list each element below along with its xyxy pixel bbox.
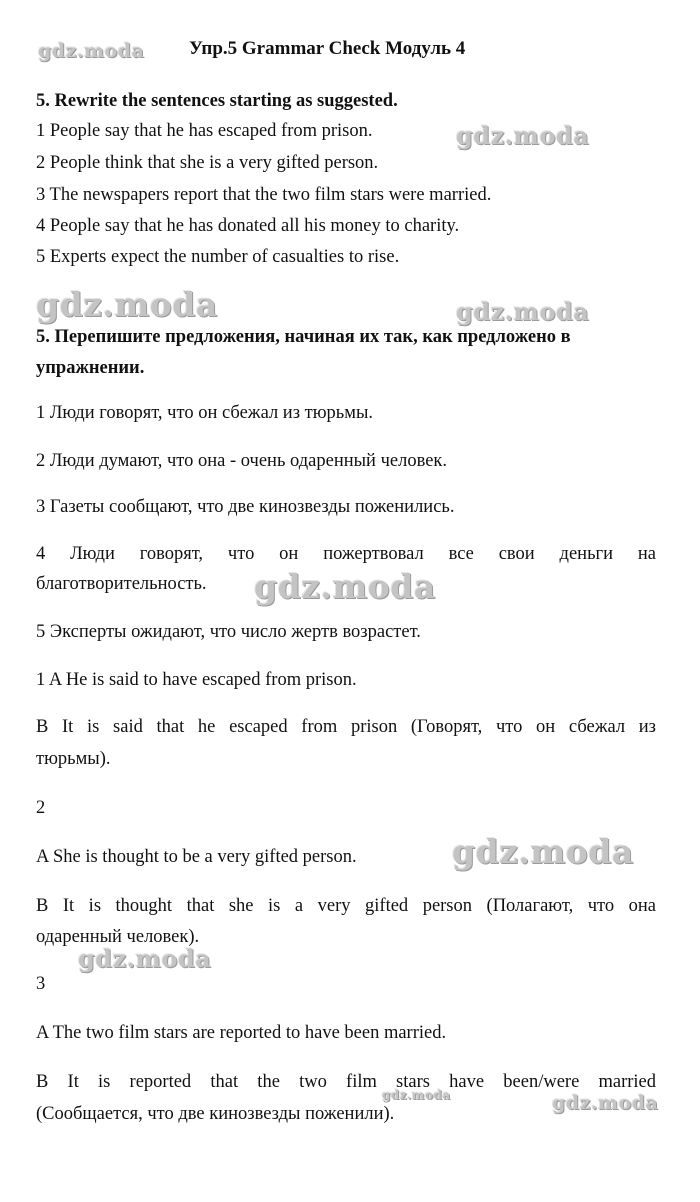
answer-line: A The two film stars are reported to have been married. (36, 1023, 447, 1043)
answer-line-continued: тюрьмы). (36, 749, 111, 769)
watermark-logo: gdz.moda (456, 297, 590, 326)
task-item-ru: 4 Люди говорят, что он пожертвовал все свои деньги на (36, 544, 656, 564)
watermark-logo: gdz.moda (254, 567, 436, 606)
task-heading-ru-line2: упражнении. (36, 358, 145, 378)
task-heading-ru: 5. Перепишите предложения, начиная их так, как предложено в (36, 327, 571, 347)
task-heading-en: 5. Rewrite the sentences starting as suggested. (36, 91, 398, 111)
task-item-ru: 2 Люди думают, что она - очень одаренный человек. (36, 451, 448, 471)
answer-line: B It is reported that the two film stars have been/were married (36, 1072, 656, 1092)
watermark-logo: gdz.moda (552, 1092, 659, 1114)
watermark-logo: gdz.moda (78, 944, 212, 973)
answer-line: A She is thought to be a very gifted person. (36, 847, 357, 867)
watermark-logo: gdz.moda (452, 832, 634, 871)
answer-line: B It is said that he escaped from prison (Говорят, что он сбежал из (36, 717, 656, 737)
task-item-ru-continued: благотворительность. (36, 574, 207, 594)
answer-line: B It is thought that she is a very gifted person (Полагают, что она (36, 896, 656, 916)
watermark-logo: gdz.moda (456, 121, 590, 150)
page-title: Упр.5 Grammar Check Модуль 4 (189, 38, 466, 59)
task-item-en: 3 The newspapers report that the two film stars were married. (36, 185, 492, 205)
task-item-ru: 5 Эксперты ожидают, что число жертв возрастет. (36, 622, 421, 642)
watermark-logo: gdz.moda (36, 285, 218, 324)
task-item-en: 4 People say that he has donated all his money to charity. (36, 216, 460, 236)
answer-number: 2 (36, 798, 46, 818)
task-item-en: 1 People say that he has escaped from prison. (36, 121, 373, 141)
answer-line-continued: (Сообщается, что две кинозвезды поженили). (36, 1104, 395, 1124)
task-item-ru: 3 Газеты сообщают, что две кинозвезды поженились. (36, 497, 455, 517)
task-item-ru: 1 Люди говорят, что он сбежал из тюрьмы. (36, 403, 373, 423)
task-item-en: 2 People think that she is a very gifted person. (36, 153, 379, 173)
answer-line: 1 A He is said to have escaped from prison. (36, 670, 357, 690)
answer-line-continued: одаренный человек). (36, 927, 200, 947)
watermark-logo: gdz.moda (38, 40, 145, 62)
watermark-logo: gdz.moda (382, 1088, 451, 1102)
task-item-en: 5 Experts expect the number of casualties to rise. (36, 247, 400, 267)
answer-number: 3 (36, 974, 46, 994)
